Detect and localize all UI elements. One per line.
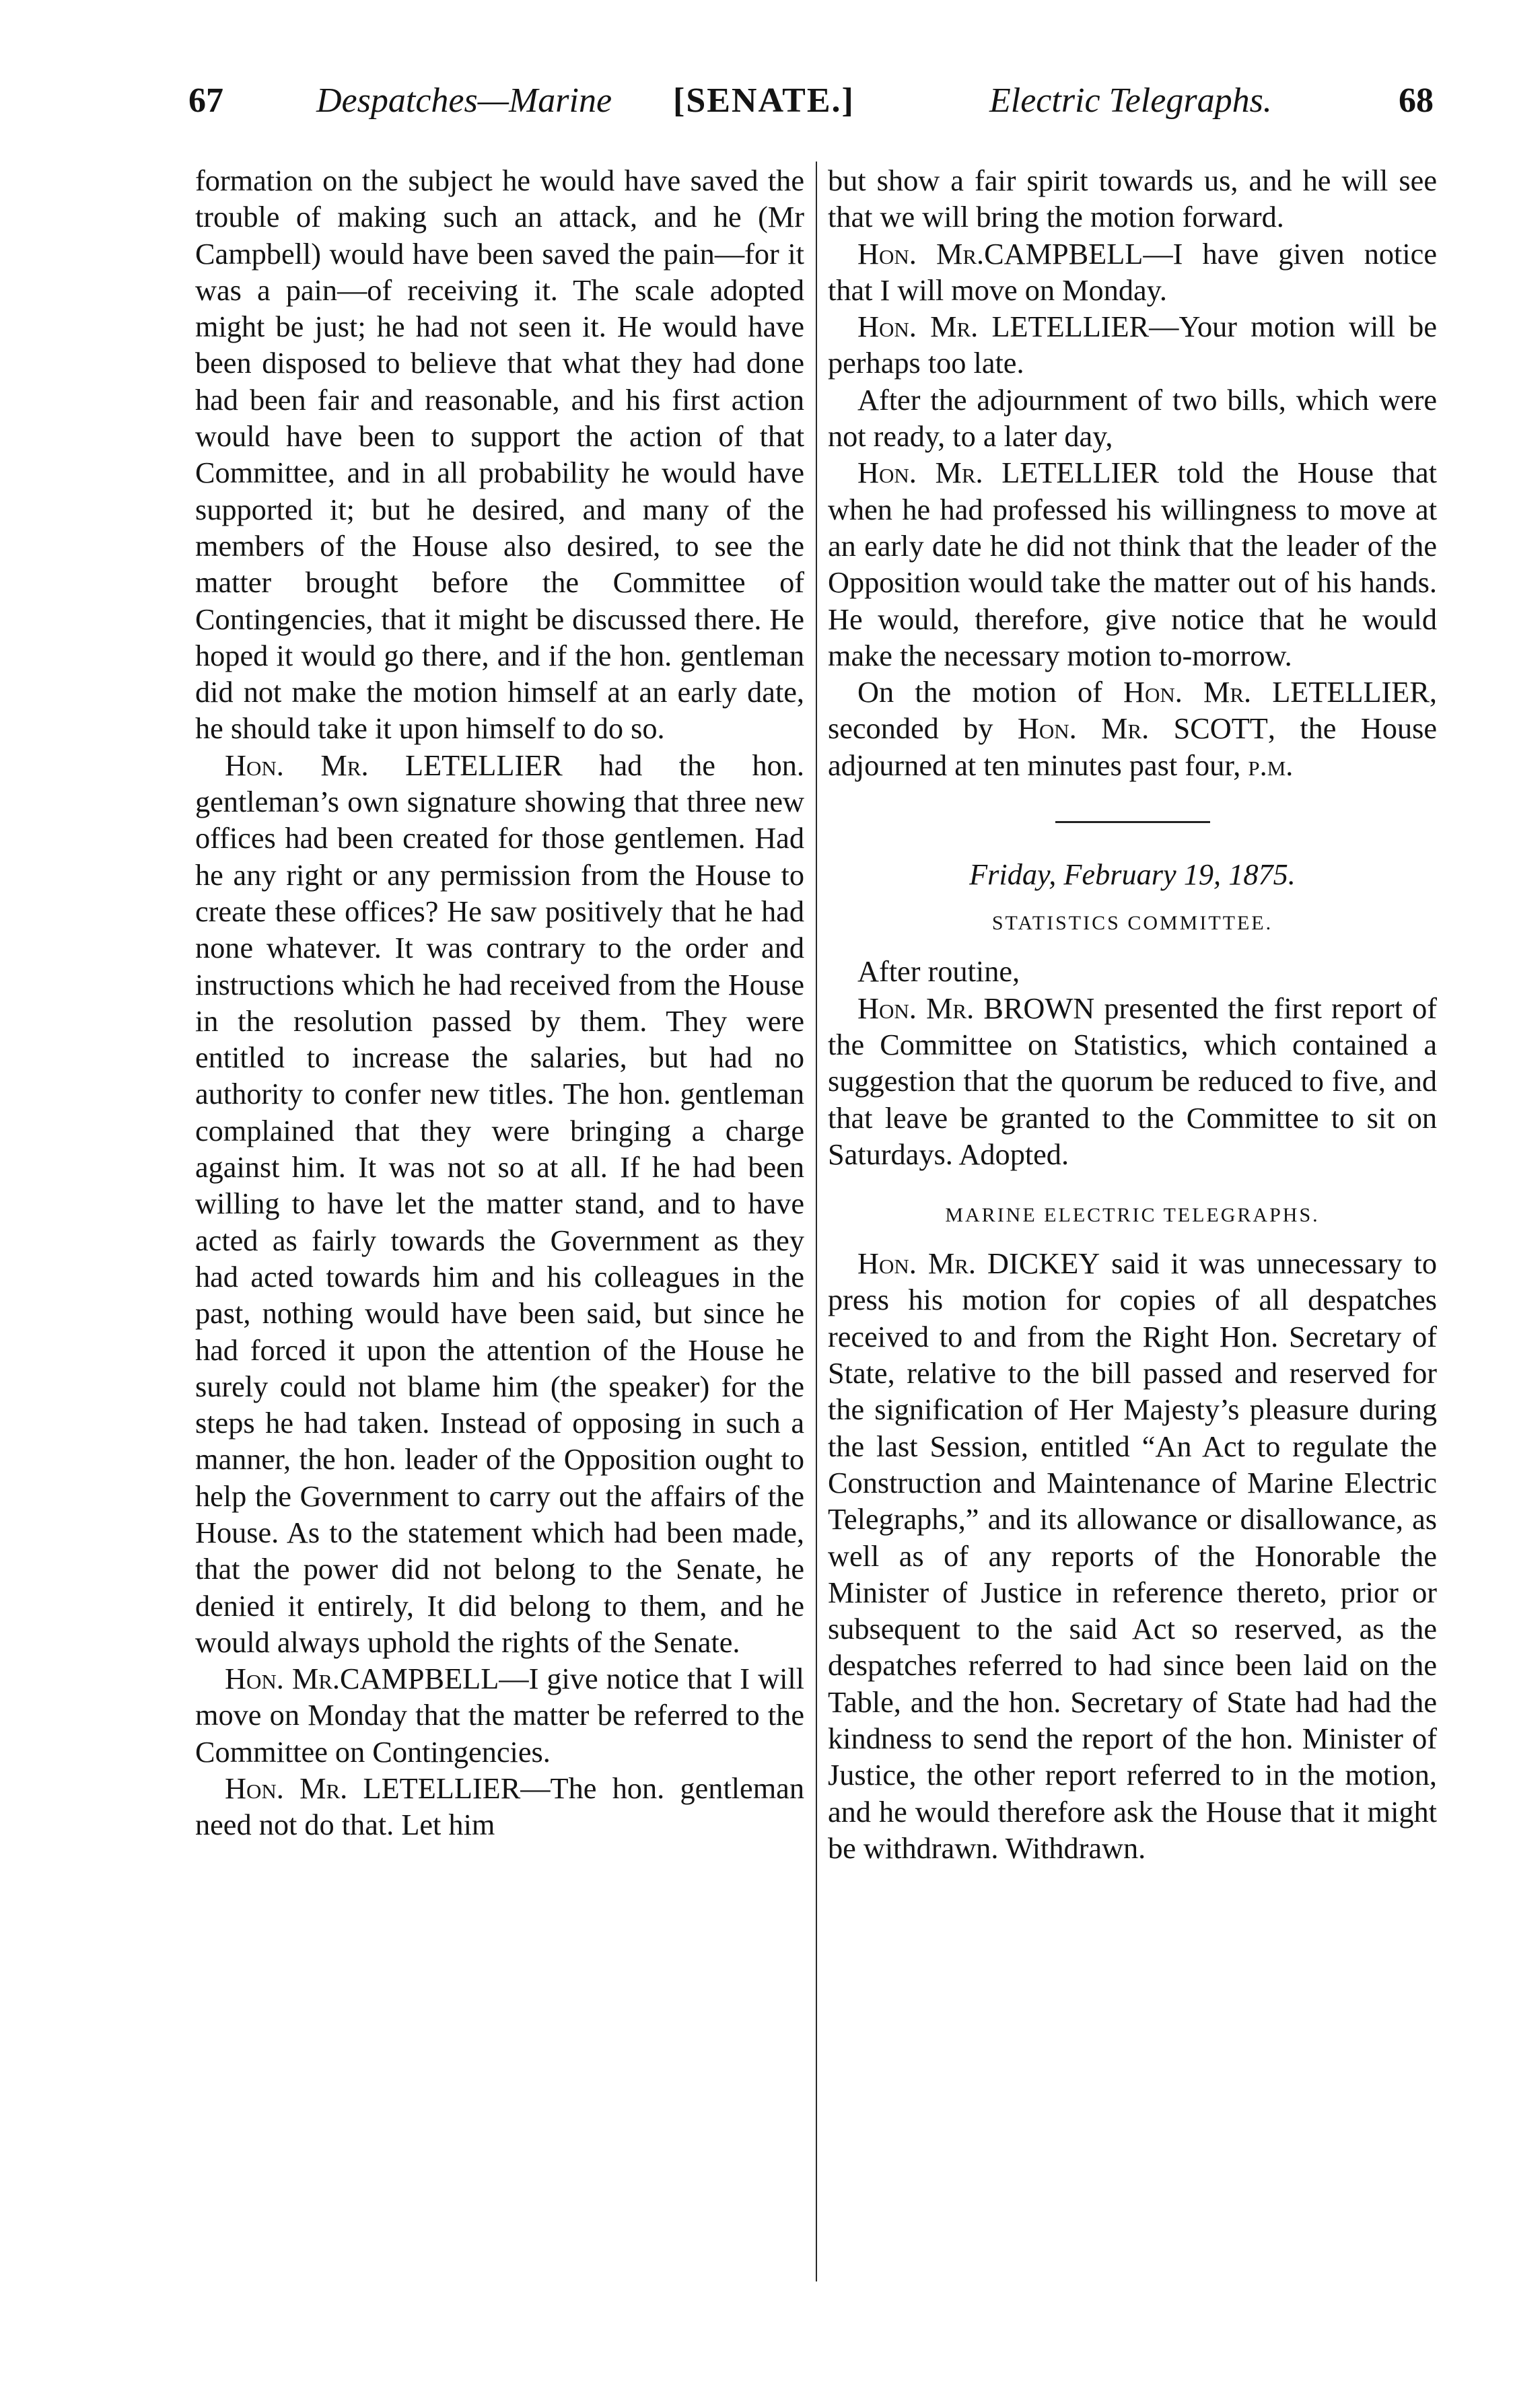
speaker-name: Hon. Mr. LETELLIER [1123, 676, 1430, 709]
time-abbrev: p.m. [1248, 748, 1294, 782]
paragraph-text: presented the first report of the Committee on Statistics, which contained a suggestion that the quorum be reduced to five, and that leave be granted to the Committee to sit on Saturdays. Adopted. [828, 991, 1437, 1171]
paragraph [828, 309, 1437, 382]
page-header [188, 81, 1434, 141]
paragraph [195, 748, 804, 1661]
paragraph-text: —Your motion will be perhaps too late. [828, 310, 1437, 380]
paragraph-text: but show a fair spirit towards us, and he will see that we will bring the motion forward. [828, 164, 1437, 234]
column-divider [816, 162, 817, 2281]
paragraph-text: told the House that when he had professed his willingness to move at an early date he did not think that the leader of the Opposition would take the matter out of his hands. He would, therefore, give notice that he would make the necessary motion to-morrow. [828, 456, 1437, 672]
section-heading: STATISTICS COMMITTEE. [991, 912, 1273, 935]
chamber-label: [SENATE.] [673, 81, 855, 120]
sitting-date: Friday, February 19, 1875. [969, 858, 1296, 892]
paragraph-text: , the House adjourned at ten minutes past four, [828, 712, 1437, 782]
paragraph [828, 1246, 1437, 1867]
right-page-number: 68 [1399, 81, 1434, 120]
left-page-number: 67 [188, 81, 223, 120]
section-heading: MARINE ELECTRIC TELEGRAPHS. [945, 1204, 1320, 1227]
speaker-name: Hon. Mr.CAMPBELL [857, 237, 1143, 271]
paragraph [195, 1771, 804, 1844]
speaker-name: Hon. Mr. DICKEY [857, 1247, 1100, 1281]
paragraph-text: formation on the subject he would have saved the trouble of making such an attack, and he (Mr Campbell) would have been saved the pain—for it was a pain—of receiving it. The scale adopted might be just; he had not seen it. He would have been disposed to believe that what they had done had been fair and reasonable, and his first action would have been to support the action of that Committee, and in all probability he would have supported it; but he desired, and many of the members of the House also desired, to see the matter brought before the Committee of Contingencies, that it might be discussed there. He hoped it would go there, and if the hon. gentleman did not make the motion himself at an early date, he should take it upon himself to do so. [195, 164, 804, 746]
paragraph-text: After routine, [857, 955, 1020, 989]
speaker-name: Hon. Mr. SCOTT [1017, 712, 1268, 746]
paragraph [828, 455, 1437, 674]
paragraph-text: —I give notice that I will move on Monday that the matter be referred to the Committee on Contingencies. [195, 1662, 804, 1769]
paragraph-text: After the adjournment of two bills, which were not ready, to a later day, [828, 383, 1437, 454]
speaker-name: Hon. Mr. LETELLIER [225, 748, 563, 782]
paragraph [828, 674, 1437, 784]
paragraph-text: had the hon. gentleman’s own signature showing that three new offices had been created for those gentlemen. Had he any right or any permission from the House to create these offices? He saw positively that he had none whatever. It was contrary to the order and instructions which he had received from the House in the resolution passed by them. They were entitled to increase the salaries, but had no authority to confer new titles. The hon. gentleman complained that they were bringing a charge against him. It was not so at all. If he had been willing to have let the matter stand, and to have acted as fairly towards the Government as they had acted towards him and his colleagues in the past, nothing would have been said, but since he had forced it upon the attention of the House he surely could not blame him (the speaker) for the steps he had taken. Instead of opposing in such a manner, the hon. leader of the Opposition ought to help the Government to carry out the affairs of the House. As to the statement which had been made, that the power did not belong to the Senate, he denied it entirely, It did belong to them, and he would always uphold the rights of the Senate. [195, 748, 804, 1659]
section-rule [1055, 821, 1210, 823]
speaker-name: Hon. Mr.CAMPBELL [225, 1662, 499, 1696]
paragraph [195, 1661, 804, 1771]
paragraph-text: —I have given notice that I will move on Monday. [828, 237, 1437, 307]
left-column [195, 163, 804, 1844]
paragraph [828, 236, 1437, 310]
paragraph-text: On the motion of [857, 676, 1124, 709]
paragraph-text: , seconded by [828, 676, 1437, 746]
speaker-name: Hon. Mr. LETELLIER [857, 310, 1150, 344]
paragraph [828, 163, 1437, 236]
paragraph [828, 954, 1437, 990]
paragraph [828, 382, 1437, 456]
paragraph [828, 991, 1437, 1173]
speaker-name: Hon. Mr. BROWN [857, 991, 1095, 1025]
speaker-name: Hon. Mr. LETELLIER [225, 1772, 521, 1806]
right-column [828, 163, 1437, 1867]
speaker-name: Hon. Mr. LETELLIER [857, 456, 1159, 490]
paragraph-text: said it was unnecessary to press his motion for copies of all despatches received to and from the Right Hon. Secretary of State, relative to the bill passed and reserved for the signification of Her Majesty’s pleasure during the last Session, entitled “An Act to regulate the Construction and Maintenance of Marine Electric Telegraphs,” and its allowance or disallowance, as well as of any reports of the Honorable the Minister of Justice in reference thereto, prior or subsequent to the said Act so reserved, as the despatches referred to had since been laid on the Table, and the hon. Secretary of State had had the kindness to send the report of the hon. Minister of Justice, the other report referred to in the motion, and he would therefore ask the House that it might be withdrawn. Withdrawn. [828, 1247, 1437, 1865]
paragraph [195, 163, 804, 748]
paragraph-text: —The hon. gentleman need not do that. Let him [195, 1772, 804, 1842]
left-running-title: Despatches—Marine [316, 81, 612, 120]
right-running-title: Electric Telegraphs. [989, 81, 1272, 120]
